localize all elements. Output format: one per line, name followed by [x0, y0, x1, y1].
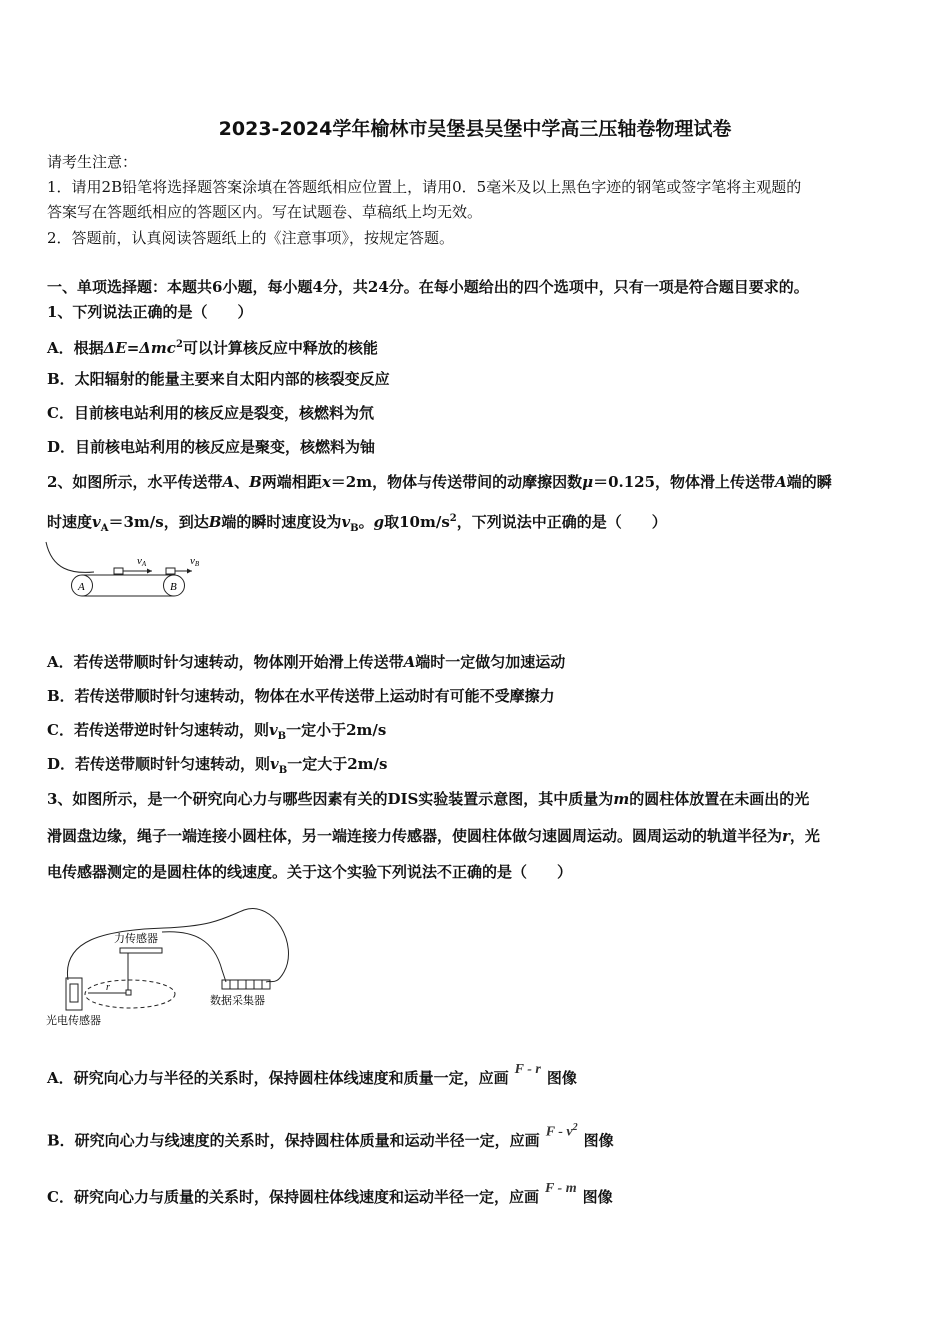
notice-item-2: 2．答题前，认真阅读答题纸上的《注意事项》，按规定答题。: [47, 229, 455, 247]
block-b: [166, 568, 175, 574]
q3-stem-line-2: 滑圆盘边缘，绳子一端连接小圆柱体，另一端连接力传感器，使圆柱体做匀速圆周运动。圆周运动的轨道半径为r，光: [47, 827, 820, 845]
q3-stem-line-3: 电传感器测定的是圆柱体的线速度。关于这个实验下列说法不正确的是（ ）: [47, 863, 573, 881]
page-title: 2023-2024学年榆林市吴堡县吴堡中学高三压轴卷物理试卷: [218, 118, 732, 140]
q2-stem-line-2: 时速度$v_A=3m/s$，到达B端的瞬时速度设为$v_B$。g取$10m/s^2$，下列说法中正确的是（ ）: [47, 513, 667, 534]
q1-stem: 1、下列说法正确的是（ ）: [47, 303, 253, 321]
q2-option-c: C．若传送带逆时针匀速转动，则$v_B$一定小于2m/s: [47, 721, 387, 742]
q2-stem-line-1: 2、如图所示，水平传送带A、B两端相距x＝2m，物体与传送带间的动摩擦因数μ＝0.125，物体滑上传送带A端的瞬: [47, 473, 832, 491]
q3-formula-a: F - r: [514, 1062, 541, 1077]
q3-option-a: A．研究向心力与半径的关系时，保持圆柱体线速度和质量一定，应画 F - r 图像: [47, 1062, 577, 1087]
q3-stem-line-1: 3、如图所示，是一个研究向心力与哪些因素有关的DIS实验装置示意图，其中质量为m的圆柱体放置在未画出的光: [47, 790, 810, 808]
photo-sensor: [66, 978, 82, 1010]
force-sensor: [120, 948, 162, 953]
photo-sensor-label: 光电传感器: [46, 1015, 101, 1027]
slide-curve: [46, 542, 94, 572]
q3-formula-b: F - $v^2$: [545, 1122, 578, 1140]
label-vb: vB: [190, 555, 200, 568]
label-va: vA: [137, 555, 147, 568]
notice-item-1-line-2: 答案写在答题纸相应的答题区内。写在试题卷、草稿纸上均无效。: [47, 203, 483, 221]
q3-option-b: B．研究向心力与线速度的关系时，保持圆柱体质量和运动半径一定，应画 F - $v^2$图像: [47, 1128, 614, 1153]
notice-item-1-line-1: 1．请用2B铅笔将选择题答案涂填在答题纸相应位置上，请用0．5毫米及以上黑色字迹的钢笔或签字笔将主观题的: [47, 178, 802, 196]
force-sensor-label: 力传感器: [114, 933, 158, 945]
q1-option-d: D．目前核电站利用的核反应是聚变，核燃料为铀: [47, 438, 376, 456]
q3-formula-c: F - m: [544, 1181, 577, 1196]
section-heading: 一、单项选择题：本题共6小题，每小题4分，共24分。在每小题给出的四个选项中，只有一项是符合题目要求的。: [47, 278, 809, 296]
block-a: [114, 568, 123, 574]
label-b: B: [170, 581, 177, 593]
q2-option-b: B．若传送带顺时针匀速转动，物体在水平传送带上运动时有可能不受摩擦力: [47, 687, 555, 705]
q2-option-d: D．若传送带顺时针匀速转动，则$v_B$一定大于2m/s: [47, 755, 388, 776]
q1-option-b: B．太阳辐射的能量主要来自太阳内部的核裂变反应: [47, 370, 390, 388]
notice-heading: 请考生注意：: [47, 153, 138, 171]
q1-option-a: A．根据ΔE=Δmc$^2$可以计算核反应中释放的核能: [47, 339, 378, 357]
q2-conveyor-figure: [42, 540, 222, 602]
force-sensor-cable: [162, 932, 226, 982]
q2-option-a: A．若传送带顺时针匀速转动，物体刚开始滑上传送带A端时一定做匀加速运动: [47, 653, 566, 671]
data-collector-label: 数据采集器: [210, 995, 265, 1007]
label-a: A: [78, 581, 85, 593]
q3-dis-figure: [44, 900, 304, 1032]
q1-option-c: C．目前核电站利用的核反应是裂变，核燃料为氘: [47, 404, 374, 422]
q3-option-c: C．研究向心力与质量的关系时，保持圆柱体线速度和运动半径一定，应画 F - m 图像: [47, 1181, 613, 1206]
sensor-cable: [67, 909, 288, 982]
radius-label: r: [106, 982, 110, 993]
q1-formula: ΔE=Δmc: [103, 339, 176, 357]
